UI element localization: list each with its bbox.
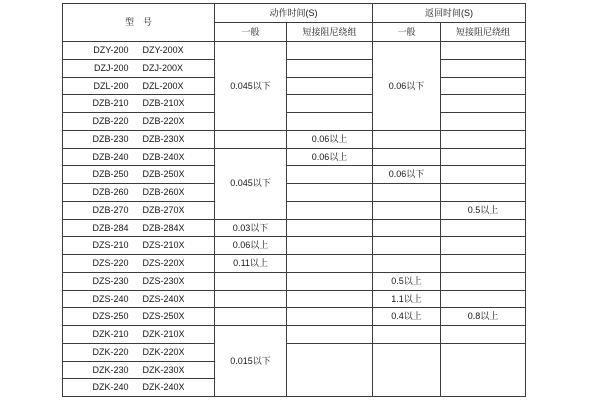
model-label: DZY-200 <box>93 45 129 56</box>
model-label: DZB-260 <box>92 187 129 198</box>
return_general-cell: 0.5以上 <box>373 272 441 290</box>
return_damping-cell <box>441 272 526 290</box>
header-return-general: 一般 <box>373 23 441 42</box>
model-cell <box>63 308 215 326</box>
model-label: DZS-250 <box>92 311 129 322</box>
model-label: DZJ-200 <box>93 62 129 73</box>
model-label: DZB-210X <box>142 98 185 109</box>
return_damping-cell <box>441 237 526 255</box>
action_damping-cell <box>287 290 373 308</box>
model-label: DZB-230X <box>142 133 185 144</box>
model-label: DZS-240X <box>142 293 185 304</box>
return_general-cell <box>373 201 441 219</box>
return_damping-cell: 0.5以上 <box>441 201 526 219</box>
return_damping-cell <box>441 184 526 202</box>
model-cell <box>63 59 215 77</box>
return_damping-cell <box>441 77 526 95</box>
model-label: DZL-200X <box>142 80 184 91</box>
action_damping-cell <box>287 59 373 77</box>
action_general-cell <box>215 290 287 308</box>
return_damping-cell <box>441 42 526 60</box>
model-cell <box>63 326 215 344</box>
model-label: DZB-220X <box>142 116 185 127</box>
action_general-cell: 0.045以下 <box>215 148 287 219</box>
model-cell <box>63 130 215 148</box>
model-label: DZB-250 <box>92 169 129 180</box>
model-label: DZS-230X <box>142 275 185 286</box>
return_general-cell <box>373 237 441 255</box>
header-action-general: 一般 <box>215 23 287 42</box>
return_general-cell <box>373 148 441 166</box>
return_damping-cell <box>441 290 526 308</box>
table-row <box>63 42 526 60</box>
action_damping-cell <box>287 113 373 131</box>
model-label: DZL-200 <box>93 80 129 91</box>
model-cell <box>63 113 215 131</box>
table-row <box>63 166 526 184</box>
model-label: DZK-210X <box>142 329 185 340</box>
action_damping-cell <box>287 343 373 396</box>
action_general-cell: 0.045以下 <box>215 42 287 131</box>
model-cell <box>63 255 215 273</box>
model-cell <box>63 219 215 237</box>
table-row <box>63 77 526 95</box>
model-label: DZK-230 <box>92 364 129 375</box>
model-label: DZK-220 <box>92 346 129 357</box>
header-action-time: 动作时间(S) <box>215 4 373 23</box>
return_general-cell: 0.06以下 <box>373 42 441 131</box>
table-row <box>63 130 526 148</box>
header-return-damping: 短接阻尼绕组 <box>441 23 526 42</box>
model-cell <box>63 361 215 379</box>
table-row <box>63 308 526 326</box>
model-label: DZB-230 <box>92 133 129 144</box>
action_damping-cell: 0.06以上 <box>287 148 373 166</box>
header-row-groups <box>63 4 526 23</box>
return_general-cell <box>373 184 441 202</box>
model-label: DZY-200X <box>142 45 184 56</box>
return_damping-cell <box>441 113 526 131</box>
model-label: DZB-210 <box>92 98 129 109</box>
model-label: DZK-220X <box>142 346 185 357</box>
model-label: DZK-240 <box>92 382 129 393</box>
model-label: DZK-210 <box>92 329 129 340</box>
model-label: DZB-240X <box>142 151 185 162</box>
table-row <box>63 326 526 344</box>
return_damping-cell <box>441 255 526 273</box>
model-label: DZB-220 <box>92 116 129 127</box>
action_general-cell <box>215 308 287 326</box>
action_damping-cell <box>287 326 373 344</box>
model-label: DZS-210 <box>92 240 129 251</box>
model-label: DZS-230 <box>92 275 129 286</box>
action_damping-cell <box>287 42 373 60</box>
action_damping-cell <box>287 201 373 219</box>
return_general-cell: 1.1以上 <box>373 290 441 308</box>
return_damping-cell: 0.8以上 <box>441 308 526 326</box>
table-row <box>63 290 526 308</box>
model-label: DZS-220 <box>92 258 129 269</box>
action_damping-cell <box>287 184 373 202</box>
table-row <box>63 148 526 166</box>
model-label: DZS-220X <box>142 258 185 269</box>
action_damping-cell <box>287 237 373 255</box>
return_damping-cell <box>441 59 526 77</box>
action_general-cell <box>215 272 287 290</box>
action_general-cell: 0.11以上 <box>215 255 287 273</box>
table-row <box>63 219 526 237</box>
action_general-cell <box>215 130 287 148</box>
model-label: DZB-270X <box>142 204 185 215</box>
table-row <box>63 237 526 255</box>
return_general-cell: 0.4以上 <box>373 308 441 326</box>
model-label: DZS-240 <box>92 293 129 304</box>
return_general-cell: 0.06以下 <box>373 166 441 184</box>
return_damping-cell <box>441 95 526 113</box>
return_damping-cell <box>441 148 526 166</box>
action_damping-cell <box>287 166 373 184</box>
action_damping-cell <box>287 95 373 113</box>
model-cell <box>63 77 215 95</box>
return_damping-cell <box>441 326 526 344</box>
header-action-damping: 短接阻尼绕组 <box>287 23 373 42</box>
header-return-time: 返回时间(S) <box>373 4 526 23</box>
model-label: DZK-240X <box>142 382 185 393</box>
action_general-cell: 0.03以下 <box>215 219 287 237</box>
model-label: DZB-270 <box>92 204 129 215</box>
table-row <box>63 95 526 113</box>
table-row <box>63 113 526 131</box>
model-label: DZB-260X <box>142 187 185 198</box>
model-cell <box>63 272 215 290</box>
action_damping-cell <box>287 219 373 237</box>
model-label: DZJ-200X <box>142 62 184 73</box>
model-label: DZS-210X <box>142 240 185 251</box>
action_damping-cell <box>287 272 373 290</box>
model-cell <box>63 343 215 361</box>
model-label: DZB-284X <box>142 222 185 233</box>
table-row <box>63 59 526 77</box>
return_general-cell <box>373 219 441 237</box>
model-cell <box>63 166 215 184</box>
return_damping-cell <box>441 219 526 237</box>
action_general-cell: 0.06以上 <box>215 237 287 255</box>
action_damping-cell <box>287 308 373 326</box>
model-label: DZB-240 <box>92 151 129 162</box>
model-cell <box>63 42 215 60</box>
model-cell <box>63 184 215 202</box>
return_damping-cell <box>441 130 526 148</box>
table-row <box>63 184 526 202</box>
table-row <box>63 255 526 273</box>
action_general-cell: 0.015以下 <box>215 326 287 397</box>
table-row <box>63 272 526 290</box>
return_general-cell <box>373 130 441 148</box>
return_general-cell <box>373 343 441 396</box>
action_damping-cell: 0.06以上 <box>287 130 373 148</box>
header-model: 型 号 <box>63 4 215 42</box>
model-cell <box>63 290 215 308</box>
return_general-cell <box>373 255 441 273</box>
table-row <box>63 343 526 361</box>
model-cell <box>63 148 215 166</box>
action_damping-cell <box>287 255 373 273</box>
action_damping-cell <box>287 77 373 95</box>
model-label: DZS-250X <box>142 311 185 322</box>
model-label: DZK-230X <box>142 364 185 375</box>
model-cell <box>63 237 215 255</box>
relay-spec-table <box>62 3 526 397</box>
model-label: DZB-250X <box>142 169 185 180</box>
return_damping-cell <box>441 343 526 396</box>
model-cell <box>63 379 215 397</box>
model-cell <box>63 201 215 219</box>
return_general-cell <box>373 326 441 344</box>
table-row <box>63 201 526 219</box>
model-label: DZB-284 <box>92 222 129 233</box>
return_damping-cell <box>441 166 526 184</box>
model-cell <box>63 95 215 113</box>
